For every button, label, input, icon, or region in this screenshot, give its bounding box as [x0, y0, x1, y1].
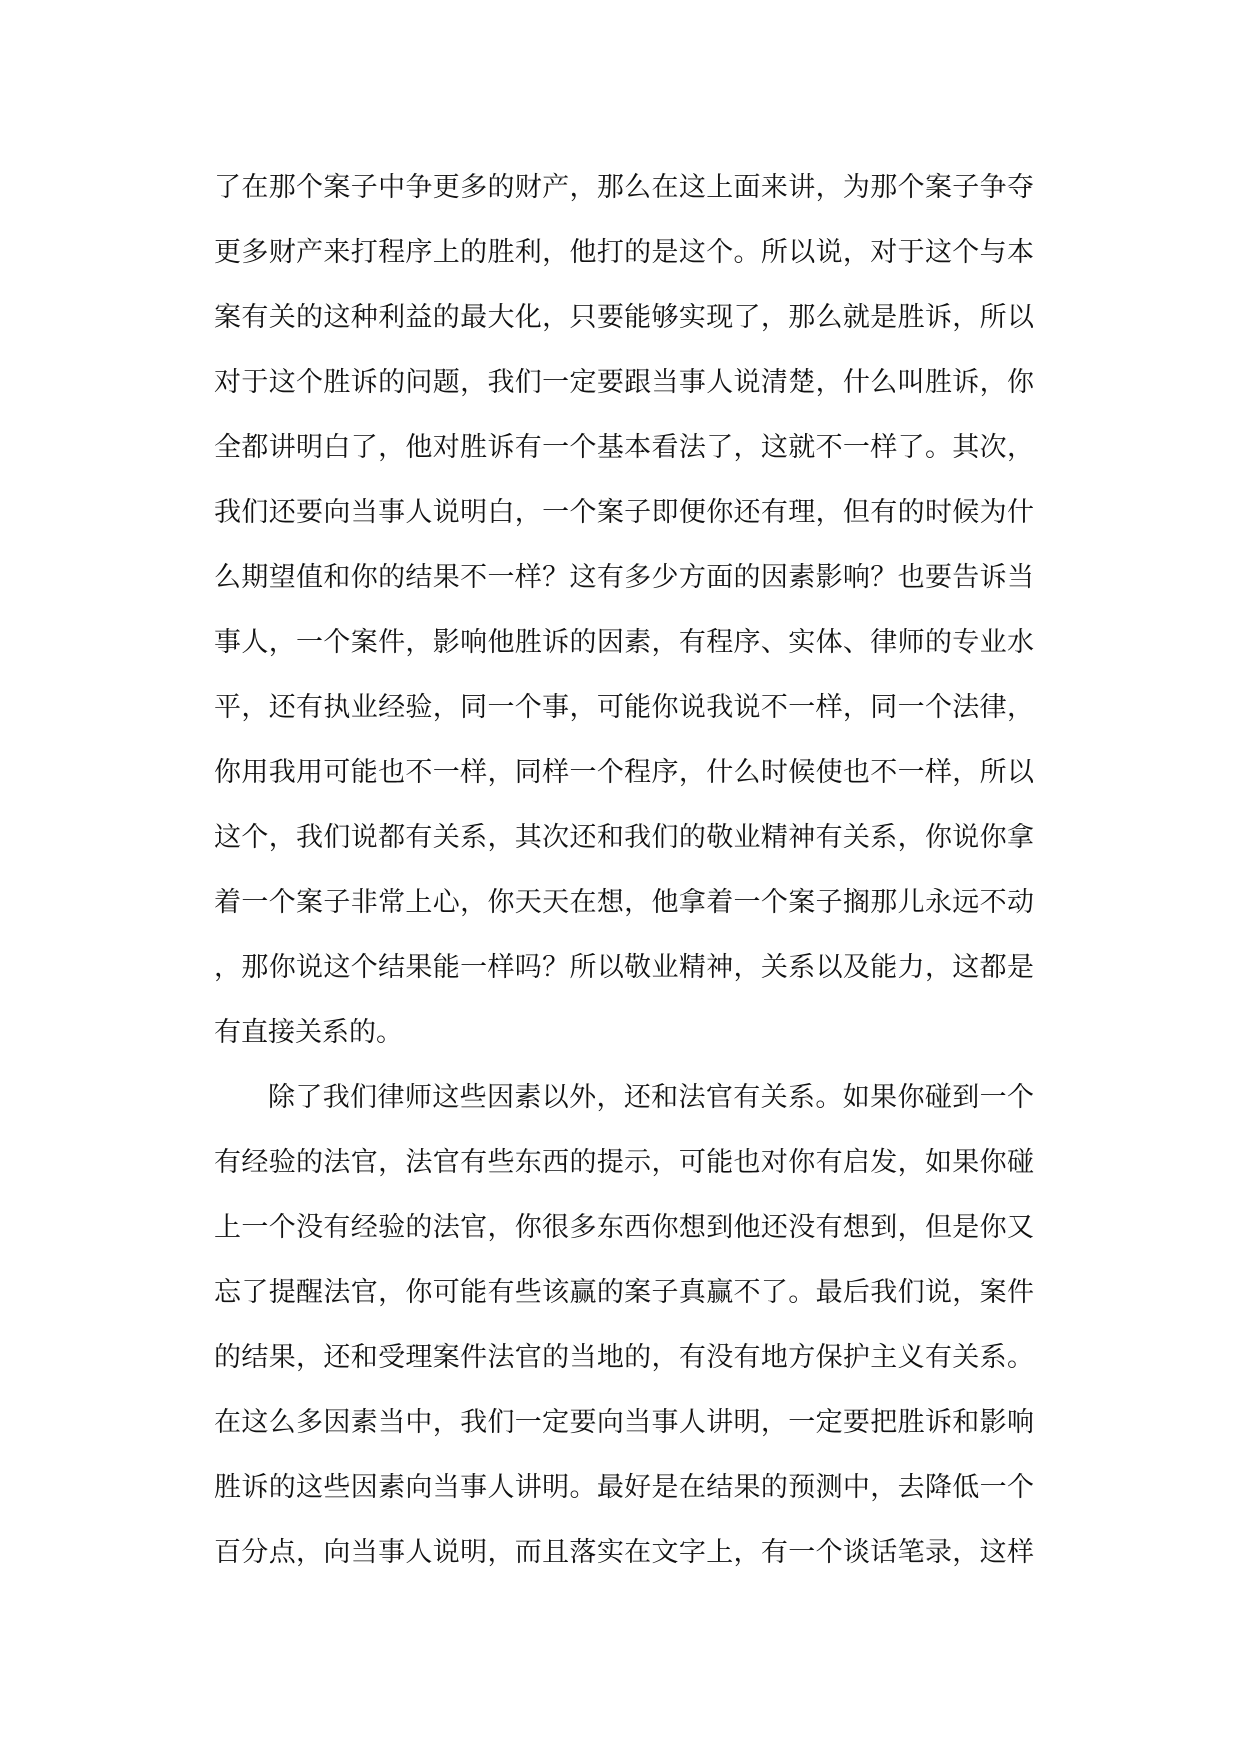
body-text — [214, 155, 1034, 1585]
text-line: 平，还有执业经验，同一个事，可能你说我说不一样，同一个法律， — [214, 692, 1034, 723]
text-line: 的结果，还和受理案件法官的当地的，有没有地方保护主义有关系。 — [214, 1342, 1034, 1373]
text-line: ，那你说这个结果能一样吗？所以敬业精神，关系以及能力，这都是 — [214, 952, 1034, 983]
text-line: 有直接关系的。 — [214, 1017, 403, 1048]
text-line: 上一个没有经验的法官，你很多东西你想到他还没有想到，但是你又 — [214, 1212, 1034, 1243]
text-line: 百分点，向当事人说明，而且落实在文字上，有一个谈话笔录，这样 — [214, 1537, 1034, 1568]
text-line: 全都讲明白了，他对胜诉有一个基本看法了，这就不一样了。其次， — [214, 432, 1034, 463]
text-line: 案有关的这种利益的最大化，只要能够实现了，那么就是胜诉，所以 — [214, 302, 1034, 333]
text-line: 有经验的法官，法官有些东西的提示，可能也对你有启发，如果你碰 — [214, 1147, 1034, 1178]
text-line: 除了我们律师这些因素以外，还和法官有关系。如果你碰到一个 — [268, 1082, 1034, 1113]
text-line: 你用我用可能也不一样，同样一个程序，什么时候使也不一样，所以 — [214, 757, 1034, 788]
text-line: 着一个案子非常上心，你天天在想，他拿着一个案子搁那儿永远不动 — [214, 887, 1034, 918]
text-line: 么期望值和你的结果不一样？这有多少方面的因素影响？也要告诉当 — [214, 562, 1034, 593]
text-line: 了在那个案子中争更多的财产，那么在这上面来讲，为那个案子争夺 — [214, 172, 1034, 203]
text-line: 在这么多因素当中，我们一定要向当事人讲明，一定要把胜诉和影响 — [214, 1407, 1034, 1438]
text-line: 这个，我们说都有关系，其次还和我们的敬业精神有关系，你说你拿 — [214, 822, 1034, 853]
text-line: 事人，一个案件，影响他胜诉的因素，有程序、实体、律师的专业水 — [214, 627, 1034, 658]
text-line: 我们还要向当事人说明白，一个案子即便你还有理，但有的时候为什 — [214, 497, 1034, 528]
text-line: 忘了提醒法官，你可能有些该赢的案子真赢不了。最后我们说，案件 — [214, 1277, 1034, 1308]
text-line: 更多财产来打程序上的胜利，他打的是这个。所以说，对于这个与本 — [214, 237, 1034, 268]
text-line: 胜诉的这些因素向当事人讲明。最好是在结果的预测中，去降低一个 — [214, 1472, 1034, 1503]
text-line: 对于这个胜诉的问题，我们一定要跟当事人说清楚，什么叫胜诉，你 — [214, 367, 1034, 398]
